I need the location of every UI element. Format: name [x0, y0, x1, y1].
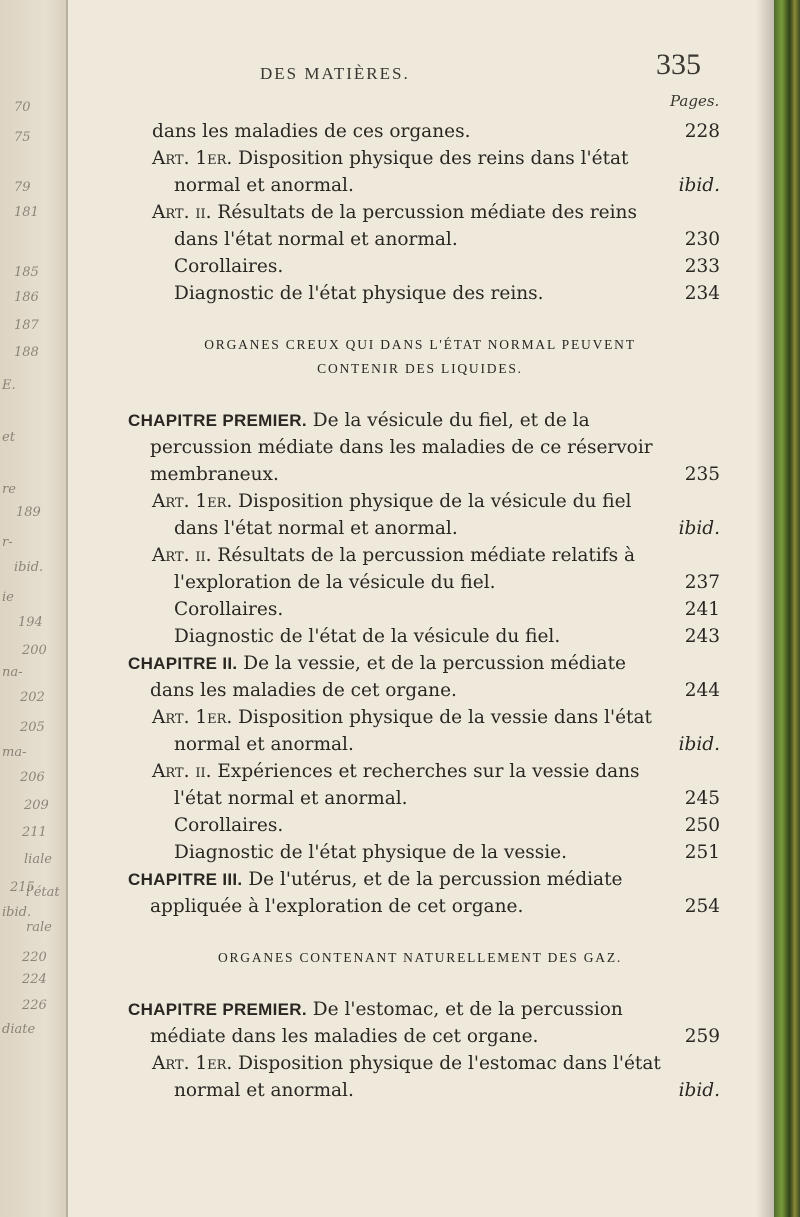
entry-continuation: l'exploration de la vésicule du fiel.: [174, 572, 496, 593]
entry-text: Résultats de la percussion médiate relatifs à: [217, 545, 636, 566]
section-line: ORGANES CREUX QUI DANS L'ÉTAT NORMAL PEUVENT: [204, 337, 636, 352]
toc-chapter: [90, 650, 720, 704]
toc-chapter: [90, 407, 720, 488]
toc-entry: [90, 1050, 720, 1104]
entry-text: Diagnostic de l'état physique de la vessie.: [174, 842, 567, 863]
section-heading: [90, 337, 720, 377]
margin-fragment: re: [2, 482, 16, 497]
margin-fragment: 226: [22, 998, 47, 1013]
margin-fragment: rale: [26, 920, 52, 935]
entry-text: De la vésicule du fiel, et de la: [312, 410, 590, 431]
margin-fragment: 70: [14, 100, 31, 115]
chapter-lead: CHAPITRE III.: [128, 870, 243, 889]
toc-chapter: [90, 866, 720, 920]
margin-fragment: ma-: [2, 745, 27, 760]
entry-page: ibid.: [678, 175, 720, 196]
page-number: 335: [656, 48, 701, 81]
margin-fragment: l'état: [26, 885, 60, 900]
section-heading: [90, 950, 720, 966]
entry-page: ibid.: [678, 734, 720, 755]
entry-text: Corollaires.: [174, 256, 284, 277]
section-line: CONTENIR DES LIQUIDES.: [317, 361, 523, 376]
entry-text: Expériences et recherches sur la vessie dans: [217, 761, 640, 782]
margin-fragment: 187: [14, 318, 39, 333]
margin-fragment: et: [2, 430, 15, 445]
entry-page: 259: [684, 1026, 720, 1047]
margin-fragment: 200: [22, 643, 47, 658]
margin-fragment: 189: [16, 505, 41, 520]
entry-text: Disposition physique de l'estomac dans l'état: [238, 1053, 661, 1074]
book-page: [90, 0, 750, 1217]
entry-continuation: normal et anormal.: [174, 1080, 354, 1101]
margin-fragment: 211: [22, 825, 47, 840]
binding-shadow: [756, 0, 774, 1217]
entry-page: 244: [684, 680, 720, 701]
margin-fragment: diate: [2, 1022, 36, 1037]
entry-page: 250: [684, 815, 720, 836]
entry-page: ibid.: [678, 518, 720, 539]
margin-fragment: 79: [14, 180, 31, 195]
margin-fragment: 186: [14, 290, 39, 305]
entry-text: Diagnostic de l'état physique des reins.: [174, 283, 544, 304]
entry-continuation: dans les maladies de cet organe.: [150, 680, 457, 701]
entry-text: dans les maladies de ces organes.: [152, 121, 471, 142]
toc-entry: [90, 280, 720, 307]
entry-page: 254: [684, 896, 720, 917]
margin-fragment: ibid.: [14, 560, 44, 575]
margin-fragment: liale: [24, 852, 52, 867]
previous-page-edge: [0, 0, 68, 1217]
entry-page: ibid.: [678, 1080, 720, 1101]
chapter-lead: CHAPITRE II.: [128, 654, 238, 673]
entry-text: De l'utérus, et de la percussion médiate: [248, 869, 623, 890]
entry-lead: Art. 1er.: [152, 491, 233, 512]
entry-text: Diagnostic de l'état de la vésicule du fiel.: [174, 626, 561, 647]
toc-entry: [90, 623, 720, 650]
margin-fragment: ie: [2, 590, 14, 605]
entry-page: 243: [684, 626, 720, 647]
entry-lead: Art. ii.: [152, 761, 212, 782]
chapter-lead: CHAPITRE PREMIER.: [128, 1000, 307, 1019]
chapter-lead: CHAPITRE PREMIER.: [128, 411, 307, 430]
entry-text: Disposition physique de la vessie dans l'état: [238, 707, 652, 728]
toc-entry: [90, 253, 720, 280]
margin-fragment: ibid.: [2, 905, 32, 920]
entry-continuation: membraneux.: [150, 464, 279, 485]
book-spine: [774, 0, 800, 1217]
entry-continuation: dans l'état normal et anormal.: [174, 229, 458, 250]
section-line: ORGANES CONTENANT NATURELLEMENT DES GAZ.: [217, 950, 623, 965]
pages-column-label: Pages.: [670, 92, 720, 110]
entry-page: 237: [684, 572, 720, 593]
toc-entry: [90, 812, 720, 839]
margin-fragment: 181: [14, 205, 39, 220]
toc-entry: [90, 704, 720, 758]
table-of-contents: [90, 118, 720, 1104]
entry-continuation: l'état normal et anormal.: [174, 788, 408, 809]
entry-page: 235: [684, 464, 720, 485]
toc-entry: [90, 488, 720, 542]
entry-text: Résultats de la percussion médiate des reins: [217, 202, 637, 223]
entry-lead: Art. ii.: [152, 545, 212, 566]
entry-continuation: normal et anormal.: [174, 175, 354, 196]
running-title: DES MATIÈRES.: [260, 64, 410, 83]
toc-entry: [90, 542, 720, 596]
margin-fragment: na-: [2, 665, 23, 680]
margin-fragment: r-: [2, 535, 13, 550]
toc-entry: [90, 145, 720, 199]
entry-page: 251: [684, 842, 720, 863]
margin-fragment: 185: [14, 265, 39, 280]
entry-page: 230: [684, 229, 720, 250]
entry-lead: Art. 1er.: [152, 1053, 233, 1074]
entry-continuation: médiate dans les maladies de cet organe.: [150, 1026, 539, 1047]
entry-text: De la vessie, et de la percussion médiate: [243, 653, 626, 674]
margin-fragment: 215: [10, 880, 35, 895]
entry-text: De l'estomac, et de la percussion: [312, 999, 623, 1020]
entry-text: Corollaires.: [174, 599, 284, 620]
entry-text: Disposition physique de la vésicule du fiel: [238, 491, 632, 512]
margin-fragment: E.: [2, 378, 16, 393]
toc-entry: [90, 839, 720, 866]
entry-continuation: appliquée à l'exploration de cet organe.: [150, 896, 524, 917]
margin-fragment: 206: [20, 770, 45, 785]
toc-entry: [90, 596, 720, 623]
entry-page: 228: [684, 121, 720, 142]
margin-fragment: 75: [14, 130, 31, 145]
margin-fragment: 202: [20, 690, 45, 705]
toc-entry: [90, 758, 720, 812]
entry-continuation: dans l'état normal et anormal.: [174, 518, 458, 539]
margin-fragment: 188: [14, 345, 39, 360]
margin-fragment: 209: [24, 798, 49, 813]
entry-continuation: normal et anormal.: [174, 734, 354, 755]
margin-fragment: 224: [22, 972, 47, 987]
toc-chapter: [90, 996, 720, 1050]
margin-fragment: 205: [20, 720, 45, 735]
toc-entry: [90, 199, 720, 253]
entry-lead: Art. ii.: [152, 202, 212, 223]
toc-entry: [90, 118, 720, 145]
margin-fragment: 194: [18, 615, 43, 630]
entry-lead: Art. 1er.: [152, 707, 233, 728]
entry-page: 234: [684, 283, 720, 304]
entry-lead: Art. 1er.: [152, 148, 233, 169]
entry-text: Disposition physique des reins dans l'état: [238, 148, 629, 169]
entry-text: Corollaires.: [174, 815, 284, 836]
entry-page: 241: [684, 599, 720, 620]
margin-fragment: 220: [22, 950, 47, 965]
entry-continuation: percussion médiate dans les maladies de ce réservoir: [150, 437, 653, 458]
entry-page: 233: [684, 256, 720, 277]
entry-page: 245: [684, 788, 720, 809]
